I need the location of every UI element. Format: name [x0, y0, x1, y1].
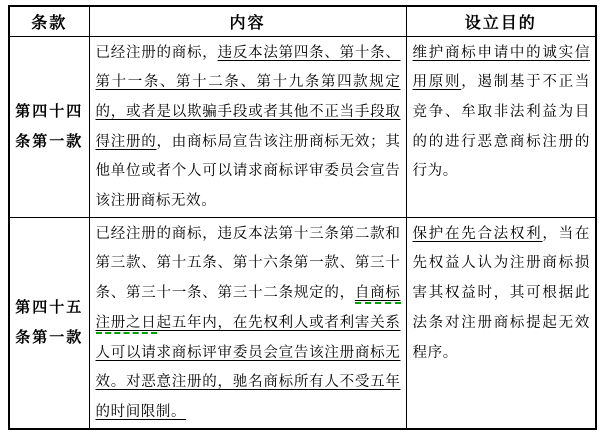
- text-segment: 维护商标申请中的诚实信用原则: [412, 44, 590, 91]
- header-content: 内容: [89, 6, 406, 36]
- header-article: 条款: [9, 6, 89, 36]
- content-cell: [89, 217, 406, 428]
- purpose-cell: [406, 217, 596, 428]
- content-text: [90, 37, 406, 217]
- content-text: [90, 218, 406, 428]
- text-segment: 自商标注册之日: [96, 285, 401, 334]
- text-segment: 已经注册的商标，违反本法第十三条第二款和第三款、第十五条、第十六条第一款、第三十条、第三十一条、第三十二条规定的，: [95, 225, 401, 302]
- table-row-article-44: [9, 36, 596, 217]
- purpose-text: [407, 218, 596, 369]
- article-line: 第四十四: [15, 103, 84, 120]
- header-purpose: 设立目的: [406, 6, 596, 36]
- article-cell: [9, 36, 89, 217]
- trademark-law-table: [8, 5, 597, 430]
- table-header-row: [9, 6, 596, 36]
- content-cell: [89, 36, 406, 217]
- article-cell: [9, 217, 89, 428]
- article-line: 条第一款: [15, 133, 84, 150]
- text-segment: 已经注册的商标，: [95, 44, 218, 61]
- table-row-article-45: [9, 217, 596, 428]
- article-line: 条第一款: [15, 329, 84, 346]
- text-segment: ，由商标局宣告该注册商标无效；其他单位或者个人可以请求商标评审委员会宣告该注册商标无效。: [95, 133, 401, 210]
- purpose-text: [407, 37, 596, 188]
- text-segment: ，当在先权益人认为注册商标损害其权益时，其可根据此法条对注册商标提起无效程序。: [412, 225, 590, 361]
- text-segment: 起五年内，在先权利人或者利害关系人可以请求商标评审委员会宣告该注册商标无效。对恶意注册的，驰名商标所有人不受五年的时间限制。: [95, 314, 401, 420]
- text-segment: 保护在先合法权利: [412, 225, 543, 242]
- text-segment: 违反本法第四条、第十条、第十一条、第十二条、第十九条第四款规定的，或者是以欺骗手段或者其他不正当手段取得注册的: [95, 44, 401, 150]
- purpose-cell: [406, 36, 596, 217]
- text-segment: ，遏制基于不正当竞争、牟取非法利益为目的的进行恶意商标注册的行为。: [412, 74, 590, 180]
- article-line: 第四十五: [15, 299, 84, 316]
